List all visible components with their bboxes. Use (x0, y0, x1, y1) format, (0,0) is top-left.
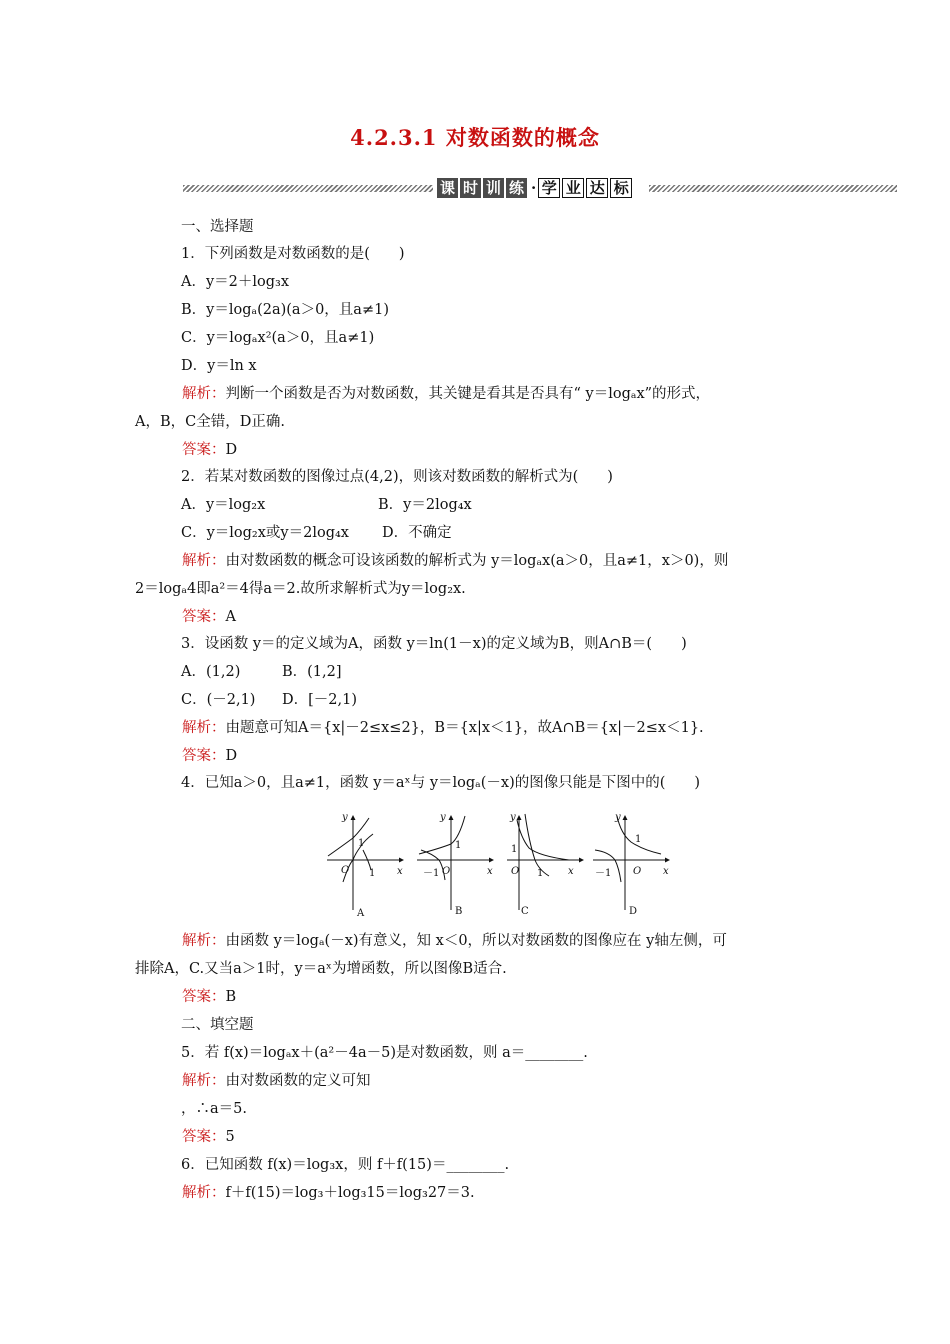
option-a: A．y＝log₂x (181, 497, 266, 513)
analysis-label: 解析： (182, 1185, 226, 1201)
graph-label: D (629, 906, 638, 917)
analysis-cont: A，B，C全错，D正确. (135, 414, 285, 430)
graph-tick: 1 (455, 840, 462, 851)
analysis-cont: 2＝logₐ4即a²＝4得a＝2.故所求解析式为y＝log₂x. (135, 581, 466, 597)
graph-axis-label: y (615, 812, 621, 823)
analysis-text: 判断一个函数是否为对数函数，其关键是看其是否具有“ y＝logₐx”的形式， (225, 386, 711, 402)
analysis (182, 931, 727, 951)
graph-tick: 1 (511, 844, 518, 855)
graph-axis-label: x (663, 866, 669, 877)
option-d: D．不确定 (382, 525, 452, 541)
answer (182, 987, 236, 1007)
graph-a (327, 816, 403, 910)
banner-box: 练 (506, 178, 527, 198)
section-heading: 一、选择题 (181, 219, 254, 235)
option-b: B．(1,2] (282, 664, 342, 680)
banner-hatch-right (649, 185, 897, 192)
section-banner (183, 177, 897, 199)
banner-box: 业 (562, 178, 584, 198)
answer (182, 746, 237, 766)
analysis-text: 由对数函数的概念可设该函数的解析式为 y＝logₐx(a＞0，且a≠1，x＞0)，则 (225, 553, 729, 569)
graph-tick: －1 (595, 868, 612, 879)
option-c: C．y＝logₐx²(a＞0，且a≠1) (181, 330, 375, 346)
answer-value: 5 (225, 1129, 235, 1145)
section-heading: 二、填空题 (181, 1017, 254, 1033)
graph-options (325, 810, 675, 922)
answer-label: 答案： (182, 609, 226, 625)
graph-axis-label: x (568, 866, 574, 877)
banner-box: 标 (610, 178, 632, 198)
analysis (182, 384, 710, 404)
question-stem: 4．已知a＞0，且a≠1，函数 y＝aˣ与 y＝logₐ(－x)的图像只能是下图中的( ) (181, 775, 701, 791)
graph-tick: 1 (358, 838, 365, 849)
analysis-cont: 排除A，C.又当a＞1时，y＝aˣ为增函数，所以图像B适合. (135, 961, 507, 977)
answer (182, 1127, 235, 1147)
graph-d (593, 816, 669, 910)
banner-dot: · (531, 179, 537, 197)
option-d: D．y＝ln x (181, 358, 257, 374)
analysis-text: f＋f(15)＝log₃＋log₃15＝log₃27＝3. (225, 1185, 475, 1201)
option-c: C．y＝log₂x或y＝2log₄x (181, 525, 349, 541)
graph-c (507, 814, 583, 910)
banner-box: 训 (483, 178, 504, 198)
graph-origin: O (341, 865, 350, 876)
analysis-label: 解析： (182, 1073, 226, 1089)
answer-label: 答案： (182, 442, 226, 458)
graph-axis-label: y (440, 812, 446, 823)
answer-label: 答案： (182, 989, 226, 1005)
answer-value: D (225, 442, 238, 458)
banner-box: 时 (460, 178, 481, 198)
analysis-cont: ，∴a＝5. (181, 1101, 247, 1117)
graph-b (417, 816, 493, 910)
graph-origin: O (633, 866, 642, 877)
analysis (182, 1183, 475, 1203)
question-stem: 3．设函数 y＝的定义域为A，函数 y＝ln(1－x)的定义域为B，则A∩B＝( ) (181, 636, 687, 652)
graph-axis-label: y (342, 812, 348, 823)
analysis-label: 解析： (182, 553, 226, 569)
answer-label: 答案： (182, 748, 226, 764)
banner-box: 课 (437, 178, 458, 198)
option-a: A．y＝2＋log₃x (181, 274, 290, 290)
graph-origin: O (511, 866, 520, 877)
answer-value: A (225, 609, 236, 625)
analysis (182, 1071, 371, 1091)
banner-box: 学 (538, 178, 560, 198)
graph-tick: －1 (423, 868, 440, 879)
graph-axis-label: x (487, 866, 493, 877)
banner-box: 达 (586, 178, 608, 198)
analysis (182, 551, 728, 571)
banner-hatch-left (183, 185, 433, 192)
analysis (182, 718, 704, 738)
analysis-text: 由题意可知A＝{x|－2≤x≤2}，B＝{x|x＜1}，故A∩B＝{x|－2≤x＜1}. (225, 720, 704, 736)
option-d: D．[－2,1) (282, 692, 357, 708)
option-c: C．(－2,1) (181, 692, 256, 708)
question-stem: 2．若某对数函数的图像过点(4,2)，则该对数函数的解析式为( ) (181, 469, 613, 485)
analysis-label: 解析： (182, 933, 226, 949)
question-stem: 1．下列函数是对数函数的是( ) (181, 246, 405, 262)
answer-label: 答案： (182, 1129, 226, 1145)
analysis-text: 由对数函数的定义可知 (225, 1073, 371, 1089)
analysis-text: 由函数 y＝logₐ(－x)有意义，知 x＜0，所以对数函数的图像应在 y轴左侧，可 (225, 933, 727, 949)
option-b: B．y＝2log₄x (378, 497, 472, 513)
answer (182, 607, 236, 627)
graph-label: B (455, 906, 463, 917)
banner-label (437, 177, 634, 199)
option-b: B．y＝logₐ(2a)(a＞0，且a≠1) (181, 302, 389, 318)
graph-tick: 1 (369, 868, 376, 879)
answer-value: D (225, 748, 238, 764)
analysis-label: 解析： (182, 386, 226, 402)
graph-axis-label: y (510, 812, 516, 823)
graph-axis-label: x (397, 866, 403, 877)
option-a: A．(1,2) (181, 664, 241, 680)
graph-tick: 1 (537, 868, 544, 879)
graph-label: A (357, 908, 365, 919)
question-stem: 6．已知函数 f(x)＝log₃x，则 f＋f(15)＝________. (181, 1157, 510, 1173)
answer-value: B (225, 989, 237, 1005)
analysis-label: 解析： (182, 720, 226, 736)
graph-tick: 1 (635, 834, 642, 845)
graph-origin: O (442, 866, 451, 877)
page-title: 4.2.3.1 对数函数的概念 (350, 125, 600, 150)
graph-label: C (521, 906, 529, 917)
answer (182, 440, 237, 460)
question-stem: 5．若 f(x)＝logₐx＋(a²－4a－5)是对数函数，则 a＝________. (181, 1045, 588, 1061)
